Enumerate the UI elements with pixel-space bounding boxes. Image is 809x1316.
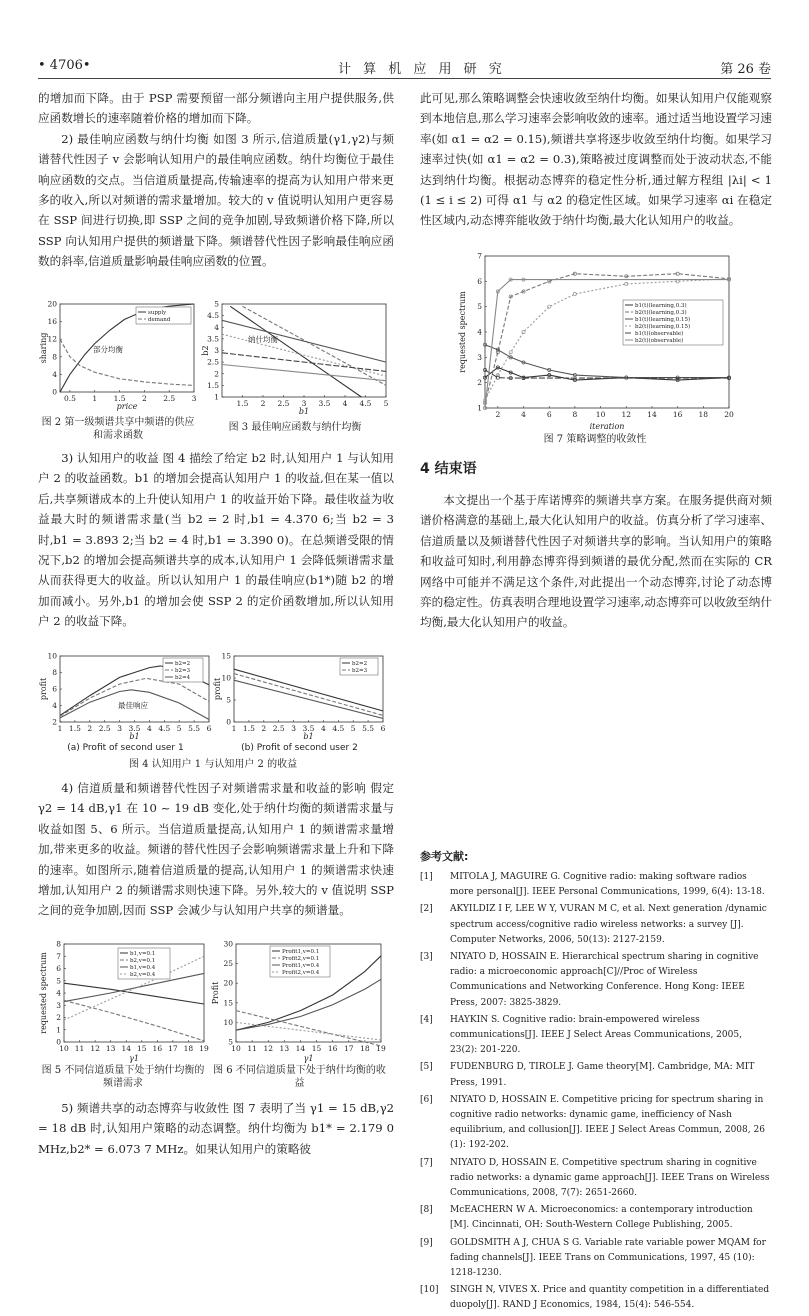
x-tick-label: 18 — [698, 410, 709, 419]
reference-text: FUDENBURG D, TIROLE J. Game theory[M]. Cambridge, MA: MIT Press, 1991. — [450, 1062, 755, 1088]
y-axis-label: b2 — [201, 345, 210, 356]
fig7-chart — [455, 252, 735, 430]
reference-text: NIYATO D, HOSSAIN E. Hierarchical spectrum sharing in cognitive radio: a microeconomic approach[C]//Proc of Wireless Communications and Networking Conference. Hong Kong: IEEE Press, 2007: 3825-3829. — [450, 952, 759, 1008]
y-axis-label: profit — [213, 677, 222, 701]
x-tick-label: 2 — [495, 410, 501, 419]
series-line — [64, 983, 204, 1004]
legend-label: b2(t)(learning,0.3) — [635, 310, 687, 316]
x-tick-label: 2.5 — [277, 399, 290, 408]
fig4b-caption: (b) Profit of second user 2 — [241, 743, 358, 753]
y-tick-label: 2 — [52, 717, 57, 727]
paragraph: 本文提出一个基于库诺博弈的频谱共享方案。在服务提供商对频谱价格满意的基础上,最大化认知用户的收益。仿真分析了学习速率、信道质量以及频谱替代性因子对频谱共享的影响。当认知用户的策略和收益可知时,利用静态博弈得到频谱的最优分配,然而在实际的 CR 网络中可能并不满足这个条件,对此提出一个动态博弈,讨论了动态博弈的稳定性。仿真表明合理地设置学习速率,动态博弈可以收敛至纳什均衡,最大化认知用户的收益。 — [420, 493, 772, 630]
x-tick-label: 2 — [141, 394, 147, 403]
figure-5 — [38, 940, 208, 1066]
reference-text: NIYATO D, HOSSAIN E. Competitive pricing for spectrum sharing in cognitive radio networks: dynamic game, inefficiency of Nash equilibrium, and collusion[J]. IEEE J Select Areas Commun, 2008, 26 (1): 192-202. — [450, 1094, 765, 1151]
paragraph: 3) 认知用户的收益 图 4 描绘了给定 b2 时,认知用户 1 与认知用户 2 的收益函数。b1 的增加会提高认知用户 1 的收益,但在某一值以后,共享频谱成本的上升使认知用户 1 的收益开始下降。最佳收益为收益最大时的频谱需求量(当 b2 = 2 时,b1 = 4.370 6;当 b2 = 3 时,b1 = 3.893 2;当 b2 = 4 时,b1 = 3.390 0)。在总频谱受限的情况下,b2 的增加会提高频谱共享的成本,认知用户 1 会降低频谱需求量从而获得更大的收益。所以认知用户 1 的最佳响应(b1*)随 b2 的增加而减小。另外,b1 的增加会使 SSP 2 的定价函数增加,所以认知用户 2 的收益下降。 — [38, 451, 394, 629]
x-tick-label: 18 — [360, 1044, 370, 1053]
x-tick-label: 1.5 — [113, 394, 126, 403]
y-tick-label: 30 — [223, 939, 233, 949]
x-tick-label: 12 — [90, 1044, 100, 1053]
reference-item — [420, 870, 772, 900]
y-tick-label: 10 — [47, 651, 57, 661]
series-line — [60, 339, 194, 385]
section-heading: 4 结束语 — [420, 461, 477, 477]
x-tick-label: 19 — [376, 1044, 386, 1053]
fig7-caption: 图 7 策略调整的收敛性 — [543, 434, 647, 445]
x-tick-label: 12 — [621, 410, 632, 419]
page-number: • 4706• — [38, 58, 91, 73]
x-tick-label: 5.5 — [188, 724, 201, 733]
figure-3 — [200, 300, 390, 419]
x-tick-label: 11 — [247, 1044, 257, 1053]
x-tick-label: 15 — [137, 1044, 147, 1053]
legend-label: b1(t)(learning,0.3) — [635, 303, 687, 309]
x-tick-label: 19 — [199, 1044, 209, 1053]
x-tick-label: 16 — [327, 1044, 338, 1053]
y-tick-label: 4 — [477, 327, 482, 337]
annotation-label: 纳什均衡 — [248, 335, 278, 344]
figure-6 — [210, 940, 385, 1066]
legend-label: Profit2,v=0.1 — [282, 956, 320, 962]
x-axis-label: b1 — [129, 732, 140, 741]
y-tick-label: 0 — [56, 1037, 61, 1047]
figure-7 — [455, 252, 735, 434]
annotation-label: 最佳响应 — [118, 701, 148, 710]
y-tick-label: 20 — [47, 299, 57, 309]
y-tick-label: 4 — [56, 988, 61, 998]
x-tick-label: 16 — [152, 1044, 163, 1053]
x-axis-label: b1 — [303, 732, 314, 741]
x-tick-label: 17 — [344, 1044, 354, 1053]
reference-number: [1] — [420, 872, 433, 882]
series-line — [234, 669, 383, 711]
fig4b-chart — [212, 652, 387, 740]
y-tick-label: 3.5 — [207, 334, 219, 344]
reference-text: SINGH N, VIVES X. Price and quantity competition in a differentiated duopoly[J]. RAND J Economics, 1984, 15(4): 546-554. — [450, 1285, 770, 1311]
reference-item — [420, 1156, 772, 1202]
x-tick-label: 4 — [147, 724, 152, 733]
y-tick-label: 3 — [56, 1000, 61, 1010]
reference-item — [420, 902, 772, 948]
figure-4a — [38, 652, 213, 744]
y-tick-label: 7 — [477, 251, 482, 261]
x-tick-label: 1 — [57, 724, 63, 733]
x-tick-label: 4 — [321, 724, 326, 733]
y-tick-label: 2 — [477, 378, 482, 388]
left-col-mid — [38, 448, 394, 632]
legend-label: demand — [148, 317, 171, 323]
y-tick-label: 4.5 — [207, 311, 219, 321]
reference-item — [420, 1013, 772, 1059]
x-tick-label: 14 — [121, 1044, 131, 1053]
y-tick-label: 8 — [52, 352, 57, 362]
references-list — [420, 870, 772, 1316]
paragraph: 5) 频谱共享的动态博弈与收敛性 图 7 表明了当 γ1 = 15 dB,γ2 = 18 dB 时,认知用户策略的动态调整。纳什均衡为 b1* = 2.179 0 MHz,b2* = 6.073 7 MHz。如果认知用户的策略彼 — [38, 1101, 394, 1156]
x-tick-label: 2.5 — [272, 724, 285, 733]
fig3-caption: 图 3 最佳响应函数与纳什均衡 — [228, 422, 362, 433]
reference-number: [10] — [420, 1285, 439, 1296]
x-axis-label: iteration — [589, 422, 625, 431]
reference-text: McEACHERN W A. Microeconomics: a contemporary introduction [M]. Cincinnati, OH: South-Western College Publishing, 2005. — [450, 1205, 753, 1231]
reference-number: [9] — [420, 1237, 433, 1248]
y-tick-label: 16 — [47, 317, 57, 327]
y-tick-label: 10 — [221, 673, 231, 683]
x-tick-label: 3.5 — [128, 724, 141, 733]
x-tick-label: 14 — [295, 1044, 306, 1053]
reference-number: [6] — [420, 1094, 433, 1105]
reference-item — [420, 1203, 772, 1233]
x-tick-label: 13 — [105, 1044, 116, 1053]
fig6-chart — [210, 940, 385, 1062]
series-line — [64, 1000, 204, 1040]
x-tick-label: 0.5 — [63, 394, 76, 403]
fig4a-caption: (a) Profit of second user 1 — [67, 743, 184, 753]
y-tick-label: 3 — [214, 346, 219, 355]
x-tick-label: 6 — [546, 410, 552, 419]
y-tick-label: 10 — [223, 1017, 233, 1027]
y-axis-label: requested spectrum — [39, 952, 48, 1034]
x-axis-label: b1 — [298, 407, 310, 416]
legend-label: b1(t)(learning,0.15) — [635, 317, 691, 323]
x-tick-label: 13 — [279, 1044, 290, 1053]
series-line — [236, 1011, 381, 1046]
x-tick-label: 6 — [206, 724, 212, 733]
x-tick-label: 14 — [647, 410, 657, 419]
x-tick-label: 1.5 — [236, 399, 249, 408]
series-line — [236, 1022, 381, 1040]
x-tick-label: 1.5 — [242, 724, 255, 733]
reference-number: [7] — [420, 1157, 433, 1168]
legend-label: b2(t)(learning,0.15) — [635, 324, 691, 330]
legend-label: b2,v=0.1 — [130, 958, 156, 964]
legend-label: Profit1,v=0.1 — [282, 949, 320, 955]
y-axis-label: Profit — [211, 981, 220, 1005]
x-tick-label: 2.5 — [98, 724, 111, 733]
header-rule — [38, 78, 771, 79]
fig3-chart — [200, 300, 390, 415]
legend-label: b2=3 — [352, 668, 368, 674]
series-line — [230, 306, 361, 397]
y-axis-label: requested spectrum — [458, 291, 467, 373]
x-tick-label: 11 — [74, 1044, 85, 1053]
y-tick-label: 4 — [214, 322, 219, 332]
x-tick-label: 12 — [263, 1044, 273, 1053]
x-tick-label: 5 — [350, 724, 356, 733]
y-tick-label: 1.5 — [207, 380, 219, 390]
x-tick-label: 18 — [183, 1044, 194, 1053]
left-col-bottom — [38, 778, 394, 921]
paragraph: 的增加而下降。由于 PSP 需要预留一部分频谱向主用户提供服务,供应函数增长的速率随着价格的增加而下降。 — [38, 91, 394, 126]
y-tick-label: 0 — [52, 387, 57, 397]
x-axis-label: price — [116, 402, 138, 411]
legend-label: b2,v=0.4 — [130, 972, 156, 978]
legend-label: supply — [148, 310, 167, 316]
legend-label: b2=2 — [175, 661, 191, 667]
paragraph: 2) 最佳响应函数与纳什均衡 如图 3 所示,信道质量(γ1,γ2)与频谱替代性因子 v 会影响认知用户的最佳响应函数。纳什均衡位于最佳响应函数的交点。当信道质量提高,传输速率的提高为认知用户带来更多的收入,所以对频谱的需求量增加。较大的 v 值说明认知用户更容易在 SSP 间进行切换,即 SSP 之间的竞争加剧,导致频谱价格下降,所以 SSP 向认知用户提供的频谱量下降。频谱替代性因子影响最佳响应函数的斜率,信道质量影响最佳响应函数的位置。 — [38, 131, 394, 269]
y-tick-label: 0 — [226, 717, 231, 727]
x-tick-label: 8 — [572, 410, 578, 419]
fig2-caption: 图 2 第一级频谱共享中频谱的供应和需求函数 — [41, 417, 195, 441]
legend-label: b1,v=0.4 — [130, 965, 156, 971]
y-axis-label: sharing — [39, 332, 48, 364]
conclusion — [420, 490, 772, 633]
left-col-end — [38, 1098, 394, 1159]
data-point — [548, 305, 551, 308]
x-tick-label: 15 — [311, 1044, 322, 1053]
reference-text: AKYILDIZ I F, LEE W Y, VURAN M C, et al. Next generation /dynamic spectrum access/cognitive radio wireless networks: a survey [J]. Computer Networks, 2006, 50(13): 2127-2159. — [450, 904, 767, 945]
x-tick-label: 10 — [59, 1044, 69, 1053]
y-tick-label: 3 — [477, 352, 482, 362]
fig5-chart — [38, 940, 208, 1062]
x-tick-label: 3.5 — [302, 724, 315, 733]
series-line — [236, 979, 381, 1030]
paragraph: 4) 信道质量和频谱替代性因子对频谱需求量和收益的影响 假定 γ2 = 14 dB,γ1 在 10 ~ 19 dB 变化,处于纳什均衡的频谱需求量与收益如图 5、6 所示。当信道质量提高,认知用户 1 的频谱需求量增加,带来更多的收益。频谱的替代性因子会影响频谱需求量上升和下降的速率。如图所示,随着信道质量的提高,认知用户 1 的频谱需求快速增加,认知用户 2 的频谱需求则快速下降。另外,较大的 v 值说明 SSP 之间的竞争加剧,因而 SSP 会减少与认知用户共享的频谱量。 — [38, 781, 394, 918]
y-tick-label: 15 — [221, 651, 231, 661]
x-tick-label: 2 — [87, 724, 93, 733]
legend-label: b2=4 — [175, 675, 191, 681]
series-line — [222, 365, 386, 381]
fig6-caption: 图 6 不同信道质量下处于纳什均衡的收益 — [213, 1065, 386, 1089]
x-tick-label: 17 — [168, 1044, 178, 1053]
x-tick-label: 6 — [380, 724, 386, 733]
y-tick-label: 5 — [56, 976, 61, 986]
y-axis-label: profit — [39, 677, 48, 701]
x-tick-label: 3 — [191, 394, 197, 403]
x-tick-label: 2.5 — [163, 394, 176, 403]
series-line — [485, 345, 729, 378]
y-tick-label: 6 — [477, 276, 482, 286]
y-tick-label: 2 — [214, 369, 219, 379]
reference-item — [420, 1093, 772, 1154]
reference-number: [4] — [420, 1014, 433, 1025]
x-tick-label: 3 — [117, 724, 122, 733]
y-tick-label: 25 — [223, 959, 233, 969]
legend-label: b2=3 — [175, 668, 191, 674]
x-tick-label: 5 — [176, 724, 182, 733]
x-tick-label: 3 — [301, 399, 307, 408]
reference-item — [420, 1060, 772, 1090]
y-tick-label: 6 — [56, 964, 61, 973]
data-point — [522, 330, 525, 333]
x-tick-label: 20 — [724, 410, 734, 419]
x-tick-label: 2 — [260, 399, 266, 408]
y-tick-label: 1 — [56, 1025, 61, 1035]
legend-label: b1(t)(observable) — [635, 331, 684, 337]
series-line — [60, 678, 209, 716]
figure-2 — [38, 300, 198, 414]
fig4-caption: 图 4 认知用户 1 与认知用户 2 的收益 — [128, 759, 298, 770]
reference-text: GOLDSMITH A J, CHUA S G. Variable rate variable power MQAM for fading channels[J]. IEEE Trans on Communications, 1997, 45 (10): 1218-1230. — [450, 1237, 766, 1279]
legend-label: Profit2,v=0.4 — [282, 970, 320, 976]
y-tick-label: 7 — [56, 951, 61, 961]
fig5-caption: 图 5 不同信道质量下处于纳什均衡的频谱需求 — [41, 1065, 205, 1089]
x-axis-label: γ1 — [129, 1054, 139, 1063]
x-tick-label: 3 — [291, 724, 296, 733]
volume: 第 26 卷 — [720, 62, 771, 77]
reference-item — [420, 1283, 772, 1313]
y-tick-label: 2 — [56, 1013, 61, 1022]
y-tick-label: 5 — [477, 302, 482, 312]
series-line — [234, 674, 383, 716]
reference-item — [420, 1236, 772, 1282]
legend-label: b2=2 — [352, 661, 368, 667]
y-tick-label: 1 — [214, 392, 219, 402]
y-tick-label: 1 — [477, 403, 482, 413]
x-tick-label: 4.5 — [158, 724, 171, 733]
x-tick-label: 1 — [92, 394, 98, 403]
y-tick-label: 5 — [228, 1037, 233, 1047]
reference-number: [3] — [420, 952, 433, 963]
y-tick-label: 8 — [52, 668, 57, 677]
x-tick-label: 4.5 — [359, 399, 372, 408]
fig4a-chart — [38, 652, 213, 740]
fig2-chart — [38, 300, 198, 410]
y-tick-label: 5 — [214, 299, 219, 309]
x-tick-label: 1.5 — [68, 724, 81, 733]
references-heading: 参考文献: — [420, 850, 469, 863]
paragraph: 此可见,那么策略调整会快速收敛至纳什均衡。如果认知用户仅能观察到本地信息,那么学习速率会影响收敛的速率。通过适当地设置学习速率(如 α1 = α2 = 0.15),频谱共享将逐步收敛至纳什均衡。如果学习速率过快(如 α1 = α2 = 0.3),策略被过度调整而处于波动状态,不能达到纳什均衡。根据动态博弈的稳定性分析,通过解方程组 |λi| < 1 (1 ≤ i ≤ 2) 可得 α1 与 α2 的稳定性区域。如果学习速率 αi 在稳定性区域内,动态博弈能收敛于纳什均衡,最大化认知用户的收益。 — [420, 91, 772, 228]
x-tick-label: 4 — [521, 410, 526, 419]
reference-number: [5] — [420, 1062, 433, 1073]
x-tick-label: 2 — [261, 724, 267, 733]
x-tick-label: 4 — [342, 399, 348, 408]
reference-text: NIYATO D, HOSSAIN E. Competitive spectrum sharing in cognitive radio networks: a dynamic game approach[J]. IEEE Trans on Wireless Communications, 2008, 7(7): 2651-2660. — [450, 1157, 770, 1199]
reference-item — [420, 950, 772, 1011]
x-tick-label: 5.5 — [362, 724, 375, 733]
left-col-top — [38, 88, 394, 272]
reference-number: [8] — [420, 1205, 433, 1216]
y-tick-label: 20 — [223, 978, 233, 988]
y-tick-label: 15 — [223, 998, 233, 1008]
x-tick-label: 1 — [231, 724, 237, 733]
y-tick-label: 6 — [52, 684, 57, 694]
reference-number: [2] — [420, 904, 433, 915]
x-tick-label: 10 — [231, 1044, 241, 1053]
x-tick-label: 4.5 — [332, 724, 345, 733]
journal-name: 计 算 机 应 用 研 究 — [338, 62, 506, 77]
figure-4b — [212, 652, 387, 744]
x-axis-label: γ1 — [303, 1054, 314, 1063]
x-tick-label: 16 — [672, 410, 683, 419]
reference-text: HAYKIN S. Cognitive radio: brain-empowered wireless communications[J]. IEEE J Select Areas Communications, 2005, 23(2): 201-220. — [450, 1014, 742, 1056]
annotation-label: 部分均衡 — [93, 345, 123, 354]
right-col-top — [420, 88, 772, 231]
y-tick-label: 2.5 — [207, 357, 219, 367]
y-tick-label: 5 — [226, 695, 231, 705]
x-tick-label: 10 — [595, 410, 606, 419]
y-tick-label: 4 — [52, 701, 57, 710]
series-line — [234, 680, 383, 718]
legend-label: b1,v=0.1 — [130, 951, 156, 957]
legend-label: Profit1,v=0.4 — [282, 963, 320, 969]
x-tick-label: 3.5 — [318, 399, 331, 408]
y-tick-label: 8 — [56, 939, 61, 949]
y-tick-label: 12 — [47, 334, 57, 344]
y-tick-label: 4 — [52, 369, 57, 379]
legend-label: b2(t)(observable) — [635, 338, 684, 344]
x-tick-label: 5 — [383, 399, 389, 408]
reference-text: MITOLA J, MAGUIRE G. Cognitive radio: making software radios more personal[J]. IEEE Personal Communications, 1999, 6(4): 13-18. — [450, 872, 765, 898]
